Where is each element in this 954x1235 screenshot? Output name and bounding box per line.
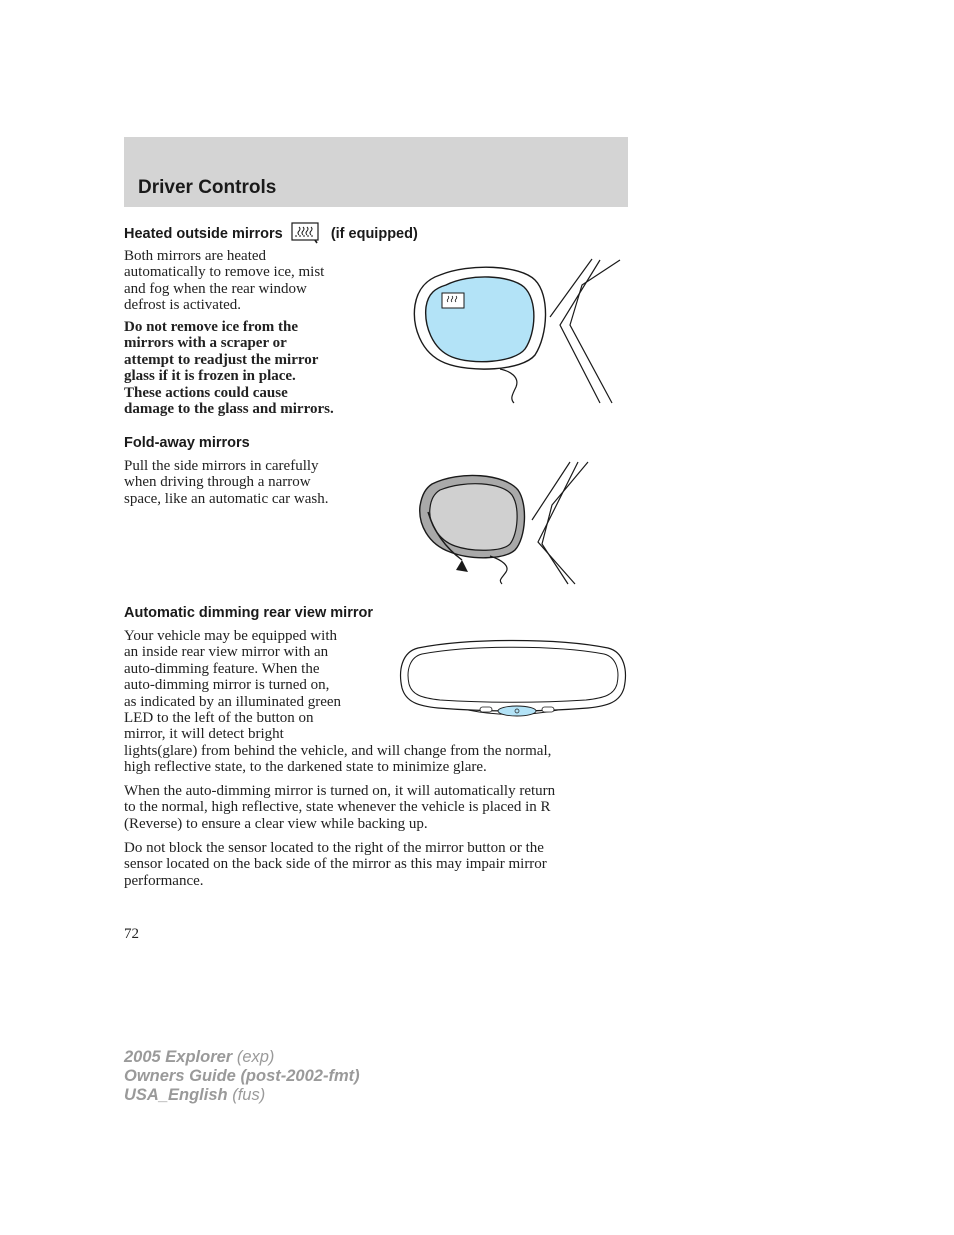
text-line: Do not block the sensor located to the right of the mirror button or the [124, 840, 544, 856]
footer-line-1 [124, 1048, 360, 1067]
heated-mirrors-paragraph [124, 248, 384, 314]
footer-line-2 [124, 1067, 360, 1086]
text-line: high reflective state, to the darkened state to minimize glare. [124, 759, 487, 776]
auto-dimming-paragraph-3 [124, 840, 624, 889]
footer-language: USA_English [124, 1086, 228, 1104]
heated-mirrors-heading-text: Heated outside mirrors [124, 226, 283, 242]
text-line: Pull the side mirrors in carefully [124, 458, 319, 474]
text-line: attempt to readjust the mirror [124, 351, 319, 368]
text-line: auto-dimming feature. When the [124, 660, 320, 677]
text-line: to the normal, high reflective, state whenever the vehicle is placed in R [124, 799, 551, 816]
text-line: LED to the left of the button on [124, 710, 314, 727]
auto-dimming-paragraph-1-continued [124, 743, 624, 776]
text-line: These actions could cause [124, 384, 288, 401]
footer-language-code: (fus) [227, 1086, 266, 1104]
heated-mirrors-heading [124, 222, 418, 244]
fold-away-paragraph [124, 458, 394, 507]
footer-guide: Owners Guide (post-2002-fmt) [124, 1067, 360, 1085]
text-line: defrost is activated. [124, 297, 242, 314]
fold-away-heading: Fold-away mirrors [124, 435, 250, 451]
text-line: mirror, it will detect bright [124, 726, 284, 743]
text-line: space, like an automatic car wash. [124, 490, 329, 507]
text-line: as indicated by an illuminated green [124, 693, 342, 710]
heated-mirror-illustration [410, 255, 625, 407]
section-title: Driver Controls [138, 177, 277, 198]
text-line: automatically to remove ice, mist [124, 264, 325, 281]
text-line: damage to the glass and mirrors. [124, 401, 334, 418]
footer-model: 2005 Explorer [124, 1048, 233, 1066]
auto-dimming-heading: Automatic dimming rear view mirror [124, 605, 373, 621]
auto-dimming-paragraph-1 [124, 628, 394, 743]
fold-away-mirror-illustration [410, 460, 595, 586]
heated-mirrors-warning [124, 319, 394, 417]
text-line: Do not remove ice from the [124, 319, 298, 335]
text-line: and fog when the rear window [124, 280, 307, 297]
text-line: (Reverse) to ensure a clear view while backing up. [124, 815, 428, 832]
footer-model-code: (exp) [232, 1048, 275, 1066]
text-line: performance. [124, 872, 204, 889]
text-line: Your vehicle may be equipped with [124, 628, 338, 644]
rear-defrost-icon [291, 222, 319, 244]
document-footer [124, 1048, 360, 1105]
rear-view-mirror-illustration [398, 640, 628, 720]
text-line: When the auto-dimming mirror is turned on, it will automatically return [124, 783, 556, 799]
text-line: glass if it is frozen in place. [124, 368, 296, 385]
section-header-band [124, 137, 628, 207]
text-line: when driving through a narrow [124, 474, 311, 491]
footer-line-3 [124, 1086, 360, 1105]
text-line: mirrors with a scraper or [124, 335, 287, 352]
text-line: Both mirrors are heated [124, 248, 267, 264]
text-line: lights(glare) from behind the vehicle, and will change from the normal, [124, 743, 552, 759]
text-line: sensor located on the back side of the mirror as this may impair mirror [124, 856, 547, 873]
auto-dimming-paragraph-2 [124, 783, 624, 832]
text-line: auto-dimming mirror is turned on, [124, 677, 330, 694]
heated-mirrors-heading-suffix: (if equipped) [330, 226, 418, 242]
text-line: an inside rear view mirror with an [124, 644, 329, 661]
page-number: 72 [124, 926, 139, 942]
